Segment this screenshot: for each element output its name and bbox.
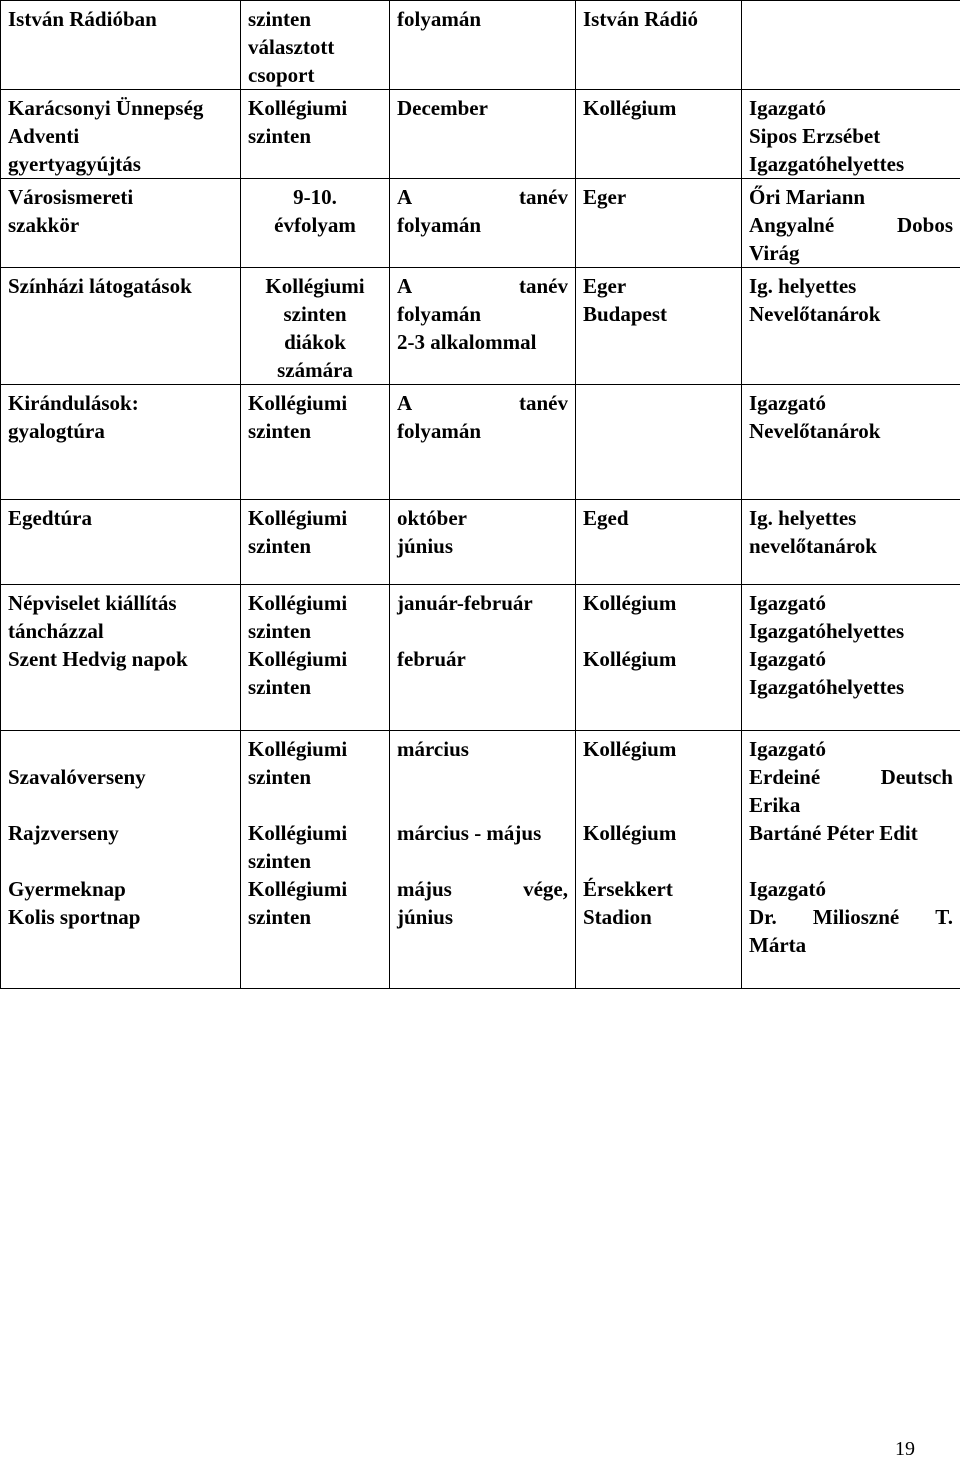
page-number: 19 [895, 1438, 915, 1461]
place-cell [576, 385, 742, 500]
scope-cell: Kollégiumi szinten [241, 500, 390, 585]
responsible-cell: Ig. helyettes Nevelőtanárok [742, 268, 960, 385]
responsible-cell [742, 1, 960, 90]
scope-cell: Kollégiumi szinten [241, 730, 390, 819]
activity-cell: Egedtúra [1, 500, 241, 585]
time-cell: A tanév folyamán [390, 385, 576, 500]
time-cell: A tanév folyamán [390, 179, 576, 268]
responsible-cell: Igazgató Igazgatóhelyettes [742, 645, 960, 730]
activity-cell: Színházi látogatások [1, 268, 241, 385]
table-row [1, 819, 960, 875]
activity-cell: István Rádióban [1, 1, 241, 90]
activity-cell: Karácsonyi Ünnepség Adventi gyertyagyújtás [1, 90, 241, 179]
scope-cell: Kollégiumi szinten [241, 645, 390, 730]
time-cell: December [390, 90, 576, 179]
responsible-cell: Igazgató Erdeiné Deutsch Erika [742, 730, 960, 819]
activity-cell: Szavalóverseny [1, 730, 241, 819]
responsible-cell: Bartáné Péter Edit [742, 819, 960, 875]
place-cell: Eger [576, 179, 742, 268]
place-cell: Kollégium [576, 90, 742, 179]
scope-cell: Kollégiumi szinten [241, 819, 390, 875]
scope-cell: 9-10. évfolyam [241, 179, 390, 268]
table-row [1, 179, 960, 268]
activity-cell: Népviselet kiállítás táncházzal [1, 585, 241, 646]
activity-cell: Kirándulások: gyalogtúra [1, 385, 241, 500]
scope-cell: Kollégiumi szinten diákok számára [241, 268, 390, 385]
table-row [1, 875, 960, 989]
table-row [1, 385, 960, 500]
table-row [1, 730, 960, 819]
table-row [1, 268, 960, 385]
place-cell: Kollégium [576, 585, 742, 646]
responsible-cell: Igazgató Sipos Erzsébet Igazgatóhelyettes [742, 90, 960, 179]
table-row [1, 1, 960, 90]
activity-cell: Gyermeknap Kolis sportnap [1, 875, 241, 989]
place-cell: István Rádió [576, 1, 742, 90]
place-cell: Kollégium [576, 645, 742, 730]
responsible-cell: Igazgató Igazgatóhelyettes [742, 585, 960, 646]
activity-cell: Szent Hedvig napok [1, 645, 241, 730]
time-cell: március [390, 730, 576, 819]
activity-cell: Rajzverseny [1, 819, 241, 875]
scope-cell: Kollégiumi szinten [241, 875, 390, 989]
time-cell: február [390, 645, 576, 730]
scope-cell: Kollégiumi szinten [241, 90, 390, 179]
responsible-cell: Ig. helyettes nevelőtanárok [742, 500, 960, 585]
time-cell: A tanév folyamán 2-3 alkalommal [390, 268, 576, 385]
time-cell: folyamán [390, 1, 576, 90]
place-cell: Kollégium [576, 730, 742, 819]
time-cell: október június [390, 500, 576, 585]
responsible-cell: Őri Mariann Angyalné Dobos Virág [742, 179, 960, 268]
responsible-cell: Igazgató Dr. Milioszné T. Márta [742, 875, 960, 989]
place-cell: Érsekkert Stadion [576, 875, 742, 989]
time-cell: március - május [390, 819, 576, 875]
table-row [1, 90, 960, 179]
table-row [1, 585, 960, 646]
scope-cell: szinten választott csoport [241, 1, 390, 90]
activity-cell: Városismereti szakkör [1, 179, 241, 268]
time-cell: január-február [390, 585, 576, 646]
table-row [1, 645, 960, 730]
responsible-cell: Igazgató Nevelőtanárok [742, 385, 960, 500]
table-row [1, 500, 960, 585]
scope-cell: Kollégiumi szinten [241, 385, 390, 500]
scope-cell: Kollégiumi szinten [241, 585, 390, 646]
place-cell: Kollégium [576, 819, 742, 875]
time-cell: május vége, június [390, 875, 576, 989]
place-cell: Eged [576, 500, 742, 585]
place-cell: Eger Budapest [576, 268, 742, 385]
